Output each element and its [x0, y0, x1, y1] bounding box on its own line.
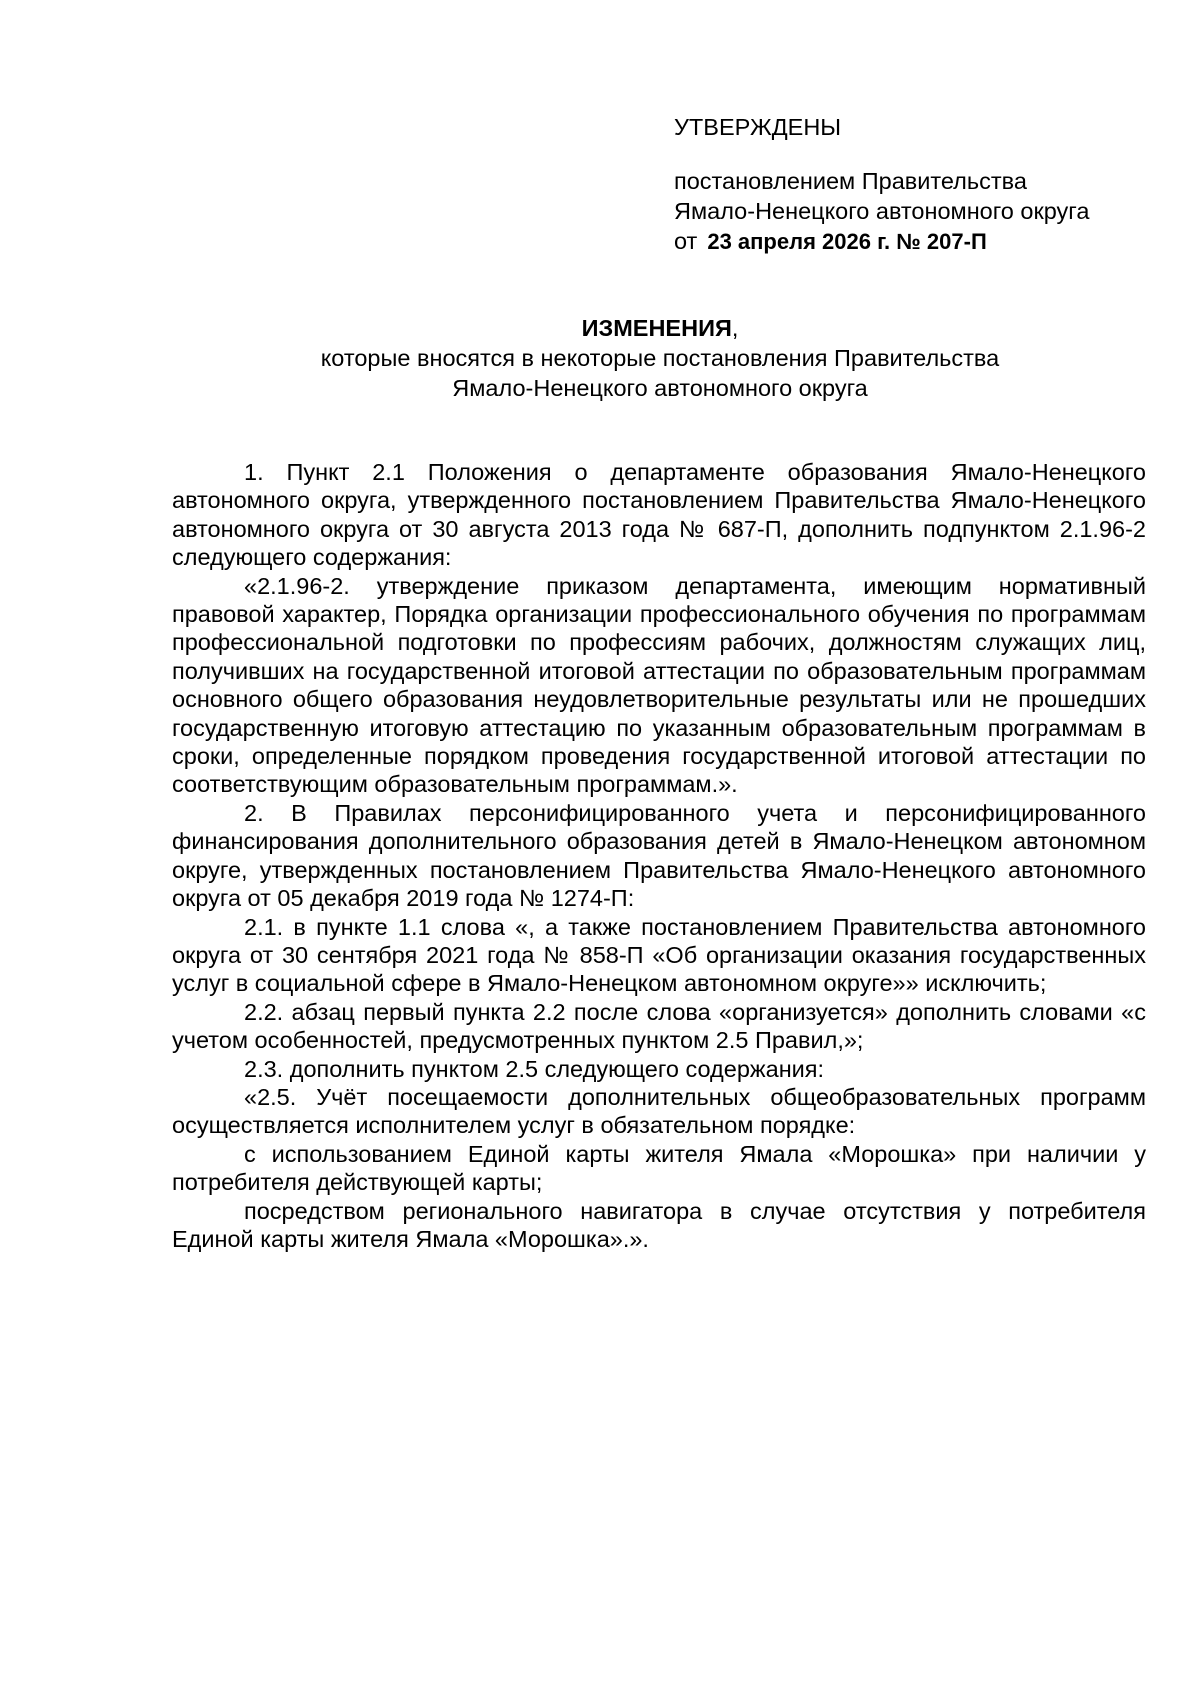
paragraph-6: 2.3. дополнить пунктом 2.5 следующего содержания: — [244, 1055, 825, 1082]
paragraph-2: «2.1.96-2. утверждение приказом департамента, имеющим нормативный правовой характер, Порядка организации профессионального обучения по программам профессиональной подготовки по профессиям рабочих, должностям служащих лиц, получивших на государственной итоговой аттестации по образовательным программам основного общего образования неудовлетворительные результаты или не прошедших государственную итоговую аттестацию по указанным образовательным программам в сроки, определенные порядком проведения государственной итоговой аттестации по соответствующим образовательным программам.». — [172, 572, 1146, 798]
title-subline-1: которые вносятся в некоторые постановления Правительства — [320, 345, 1000, 371]
date-prefix: от — [674, 228, 698, 254]
approval-date-line — [674, 226, 1144, 257]
title-heading-line — [170, 313, 1150, 343]
approval-line-1: постановлением Правительства — [674, 168, 1027, 194]
paragraph-7: «2.5. Учёт посещаемости дополнительных общеобразовательных программ осуществляется исполнителем услуг в обязательном порядке: — [172, 1083, 1146, 1139]
paragraph-9: посредством регионального навигатора в случае отсутствия у потребителя Единой карты жителя Ямала «Морошка».». — [172, 1197, 1146, 1252]
approval-stamp — [674, 112, 1144, 257]
title-subline-2: Ямало-Ненецкого автономного округа — [452, 375, 868, 401]
paragraph-3: 2. В Правилах персонифицированного учета и персонифицированного финансирования дополнительного образования детей в Ямало-Ненецком автономном округе, утвержденных постановлением Правительства Ямало-Ненецкого автономного округа от 05 декабря 2019 года № 1274-П: — [172, 799, 1146, 912]
title-heading: ИЗМЕНЕНИЯ — [581, 315, 732, 341]
title-heading-suffix: , — [731, 315, 739, 341]
approved-label: УТВЕРЖДЕНЫ — [674, 114, 842, 140]
approval-line-2: Ямало-Ненецкого автономного округа — [674, 198, 1090, 224]
paragraph-8: с использованием Единой карты жителя Ямала «Морошка» при наличии у потребителя действующей карты; — [172, 1140, 1146, 1196]
paragraph-5: 2.2. абзац первый пункта 2.2 после слова «организуется» дополнить словами «с учетом особенностей, предусмотренных пунктом 2.5 Правил,»; — [172, 998, 1146, 1054]
paragraph-4: 2.1. в пункте 1.1 слова «, а также постановлением Правительства автономного округа от 30 сентября 2021 года № 858-П «Об организации оказания государственных услуг в социальной сфере в Ямало-Ненецком автономном округе»» исключить; — [172, 913, 1146, 997]
approval-date-value: 23 апреля 2026 г. № 207-П — [707, 229, 987, 254]
document-title — [170, 313, 1150, 403]
paragraph-1: 1. Пункт 2.1 Положения о департаменте образования Ямало-Ненецкого автономного округа, утвержденного постановлением Правительства Ямало-Ненецкого автономного округа от 30 августа 2013 года № 687-П, дополнить подпунктом 2.1.96-2 следующего содержания: — [172, 459, 1146, 571]
document-body — [172, 458, 1146, 1253]
